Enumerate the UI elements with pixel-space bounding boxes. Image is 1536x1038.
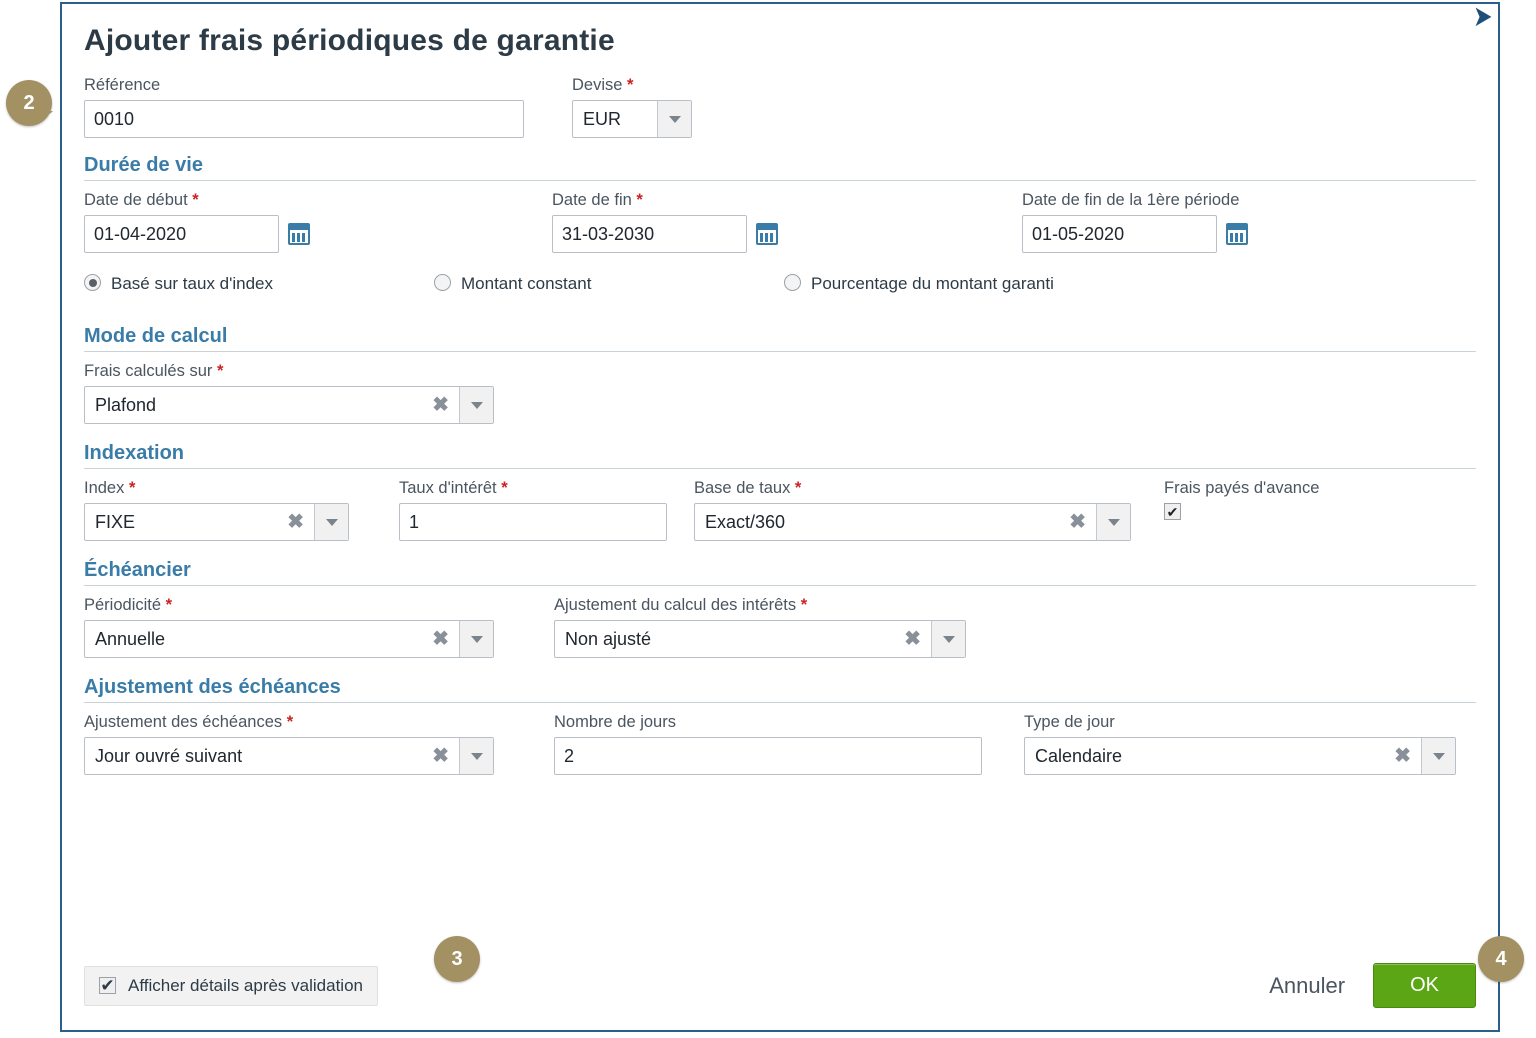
number-of-days-input[interactable]: 2 [554, 737, 982, 775]
section-title-schedule: Échéancier [84, 559, 1476, 586]
interest-calc-adjustment-group [554, 596, 966, 658]
callout-step-2-label: 2 [23, 91, 35, 114]
radio-icon[interactable] [84, 274, 101, 291]
clear-icon[interactable]: ✖ [1069, 511, 1086, 534]
clear-icon[interactable]: ✖ [432, 628, 449, 651]
interest-calc-adjustment-select[interactable] [554, 620, 966, 658]
section-calc-mode [84, 325, 1476, 424]
clear-icon[interactable]: ✖ [432, 745, 449, 768]
fees-calculated-on-select[interactable] [84, 386, 494, 424]
interest-rate-group [399, 479, 694, 541]
first-period-end-label: Date de fin de la 1ère période [1022, 191, 1240, 209]
day-type-group [1024, 713, 1456, 775]
calendar-icon[interactable] [1226, 223, 1248, 245]
end-date-group [552, 191, 1022, 253]
section-title-indexation: Indexation [84, 442, 1476, 469]
fees-calculated-on-label: Frais calculés sur * [84, 362, 224, 381]
devise-value: EUR [583, 108, 622, 129]
radio-label: Montant constant [461, 274, 592, 293]
section-due-dates [84, 676, 1476, 775]
chevron-down-icon[interactable] [314, 504, 348, 540]
ok-button[interactable]: OK [1373, 963, 1476, 1008]
first-period-end-input[interactable]: 01-05-2020 [1022, 215, 1217, 253]
calendar-icon[interactable] [756, 223, 778, 245]
radio-option-index-rate[interactable] [84, 271, 434, 297]
callout-step-3-label: 3 [451, 947, 463, 970]
chevron-down-icon[interactable] [1096, 504, 1130, 540]
number-of-days-label: Nombre de jours [554, 713, 676, 732]
clear-icon[interactable]: ✖ [432, 394, 449, 417]
reference-label: Référence [84, 76, 161, 94]
chevron-down-icon[interactable] [459, 387, 493, 423]
dialog-footer [84, 963, 1476, 1008]
chevron-down-icon[interactable] [459, 621, 493, 657]
interest-calc-adjustment-value: Non ajusté [565, 628, 652, 649]
end-date-input[interactable]: 31-03-2030 [552, 215, 747, 253]
first-period-end-group [1022, 191, 1248, 253]
due-date-adjustment-value: Jour ouvré suivant [95, 745, 243, 766]
reference-field-group [84, 76, 524, 138]
section-schedule [84, 559, 1476, 658]
required-marker: * [627, 76, 634, 94]
interest-rate-label: Taux d'intérêt * [399, 479, 508, 498]
callout-step-3 [434, 936, 480, 982]
index-value: FIXE [95, 511, 136, 532]
chevron-down-icon[interactable] [931, 621, 965, 657]
section-title-calc-mode: Mode de calcul [84, 325, 1476, 352]
interest-rate-input[interactable]: 1 [399, 503, 667, 541]
index-group [84, 479, 399, 541]
required-marker: * [794, 479, 802, 498]
clear-icon[interactable]: ✖ [1394, 745, 1411, 768]
devise-field-group [572, 76, 692, 138]
radio-icon[interactable] [784, 274, 801, 291]
required-marker: * [636, 191, 643, 209]
number-of-days-group [554, 713, 1024, 775]
cancel-button[interactable]: Annuler [1269, 972, 1346, 998]
rate-basis-label: Base de taux * [694, 479, 802, 498]
callout-step-4 [1478, 936, 1524, 982]
radio-option-constant-amount[interactable] [434, 271, 784, 297]
chevron-down-icon[interactable] [657, 101, 691, 137]
radio-option-percentage-guaranteed[interactable] [784, 271, 1074, 297]
start-date-input[interactable]: 01-04-2020 [84, 215, 279, 253]
clear-icon[interactable]: ✖ [287, 511, 304, 534]
periodicity-group [84, 596, 554, 658]
required-marker: * [286, 713, 294, 732]
fees-calculated-on-group [84, 362, 1476, 424]
index-label: Index * [84, 479, 136, 498]
end-date-label: Date de fin * [552, 191, 643, 209]
chevron-down-icon[interactable] [1421, 738, 1455, 774]
required-marker: * [216, 362, 224, 381]
show-details-label: Afficher détails après validation [128, 975, 363, 995]
required-marker: * [192, 191, 199, 209]
show-details-option[interactable] [84, 966, 378, 1006]
due-date-adjustment-select[interactable] [84, 737, 494, 775]
prepaid-fees-label: Frais payés d'avance [1164, 479, 1320, 498]
section-title-lifetime: Durée de vie [84, 154, 1476, 181]
rate-basis-select[interactable] [694, 503, 1131, 541]
add-guarantee-periodic-fees-dialog [60, 2, 1500, 1032]
section-lifetime [84, 154, 1476, 297]
day-type-label: Type de jour [1024, 713, 1115, 732]
show-details-checkbox[interactable]: ✔ [100, 976, 115, 995]
calendar-icon[interactable] [288, 223, 310, 245]
section-indexation [84, 442, 1476, 541]
required-marker: * [165, 596, 173, 615]
clear-icon[interactable]: ✖ [904, 628, 921, 651]
rate-basis-value: Exact/360 [705, 511, 786, 532]
index-select[interactable] [84, 503, 349, 541]
page-title: Ajouter frais périodiques de garantie [84, 24, 615, 57]
close-icon[interactable]: ➤ [1474, 1, 1492, 31]
start-date-label: Date de début * [84, 191, 199, 209]
due-date-adjustment-label: Ajustement des échéances * [84, 713, 294, 732]
required-marker: * [800, 596, 808, 615]
devise-select[interactable] [572, 100, 692, 138]
required-marker: * [501, 479, 508, 498]
section-title-due-dates: Ajustement des échéances [84, 676, 1476, 703]
chevron-down-icon[interactable] [459, 738, 493, 774]
reference-input[interactable]: 0010 [84, 100, 524, 138]
prepaid-fees-group [1164, 479, 1319, 520]
day-type-select[interactable] [1024, 737, 1456, 775]
radio-label: Pourcentage du montant garanti [811, 274, 1054, 293]
periodicity-select[interactable] [84, 620, 494, 658]
interest-calc-adjustment-label: Ajustement du calcul des intérêts * [554, 596, 808, 615]
required-marker: * [128, 479, 136, 498]
radio-label: Basé sur taux d'index [111, 274, 274, 293]
day-type-value: Calendaire [1035, 745, 1123, 766]
callout-step-4-label: 4 [1495, 947, 1507, 970]
due-date-adjustment-group [84, 713, 554, 775]
callout-step-2 [6, 80, 52, 126]
periodicity-value: Annuelle [95, 628, 166, 649]
fees-calculated-on-value: Plafond [95, 394, 157, 415]
periodicity-label: Périodicité * [84, 596, 173, 615]
radio-icon[interactable] [434, 274, 451, 291]
prepaid-fees-checkbox[interactable]: ✔ [1164, 503, 1181, 520]
devise-label: Devise * [572, 76, 634, 94]
start-date-group [84, 191, 552, 253]
rate-basis-group [694, 479, 1164, 541]
